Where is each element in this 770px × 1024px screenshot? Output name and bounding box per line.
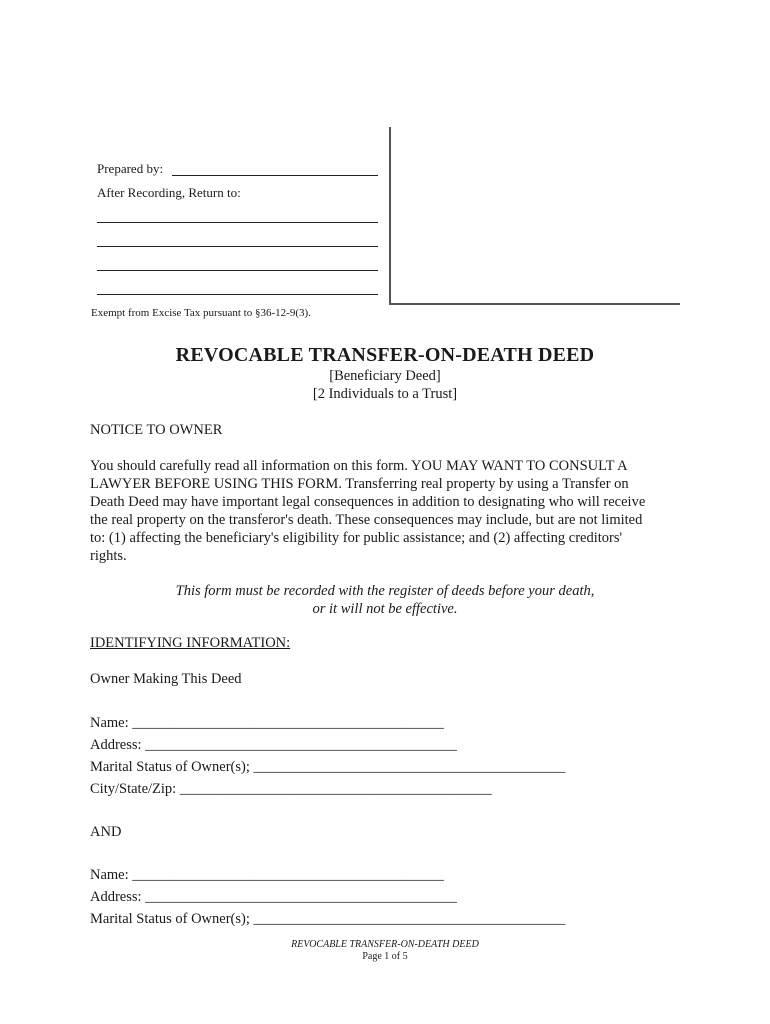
recording-box-vertical-line: [389, 127, 391, 305]
and-label: AND: [90, 824, 122, 840]
footer-page-number: Page 1 of 5: [362, 951, 408, 962]
notice-paragraph: [90, 457, 680, 565]
return-to-line-4[interactable]: [97, 294, 378, 295]
exempt-note: Exempt from Excise Tax pursuant to §36-12-9(3).: [91, 307, 311, 319]
return-to-line-2[interactable]: [97, 246, 378, 247]
footer-title: REVOCABLE TRANSFER-ON-DEATH DEED: [291, 939, 479, 950]
owner2-name-field[interactable]: Name: ___________________________________________: [90, 867, 445, 883]
notice-line: Death Deed may have important legal consequences in addition to designating who will receive: [90, 494, 646, 510]
owner1-marital-field[interactable]: Marital Status of Owner(s); ___________________________________________: [90, 759, 566, 775]
owner2-address-field[interactable]: Address: ___________________________________________: [90, 889, 457, 905]
warning-line-2: or it will not be effective.: [312, 601, 458, 617]
notice-line: You should carefully read all information on this form. YOU MAY WANT TO CONSULT A: [90, 458, 628, 474]
notice-heading: NOTICE TO OWNER: [90, 422, 223, 438]
owner2-marital-field[interactable]: Marital Status of Owner(s); ___________________________________________: [90, 911, 566, 927]
notice-line: the real property on the transferor's death. These consequences may include, but are not limited: [90, 512, 643, 528]
return-to-label: After Recording, Return to:: [97, 185, 241, 200]
return-to-line-1[interactable]: [97, 222, 378, 223]
owner1-address-field[interactable]: Address: ___________________________________________: [90, 737, 457, 753]
owner-heading: Owner Making This Deed: [90, 671, 242, 687]
owner1-city-field[interactable]: City/State/Zip: ___________________________________________: [90, 781, 492, 797]
deed-subtitle-2: [2 Individuals to a Trust]: [312, 386, 458, 402]
deed-subtitle-1: [Beneficiary Deed]: [329, 368, 441, 384]
return-to-line-3[interactable]: [97, 270, 378, 271]
deed-title: REVOCABLE TRANSFER-ON-DEATH DEED: [175, 344, 595, 366]
prepared-by-label: Prepared by:: [97, 161, 164, 176]
identifying-heading: IDENTIFYING INFORMATION:: [90, 635, 291, 651]
owner1-name-field[interactable]: Name: ___________________________________________: [90, 715, 445, 731]
notice-line: to: (1) affecting the beneficiary's eligibility for public assistance; and (2) affecting creditors': [90, 530, 623, 546]
notice-line: rights.: [90, 548, 127, 564]
warning-line-1: This form must be recorded with the register of deeds before your death,: [175, 583, 595, 599]
notice-line: LAWYER BEFORE USING THIS FORM. Transferring real property by using a Transfer on: [90, 476, 629, 492]
prepared-by-line[interactable]: [172, 175, 378, 176]
recording-box-bottom-line: [389, 303, 680, 305]
